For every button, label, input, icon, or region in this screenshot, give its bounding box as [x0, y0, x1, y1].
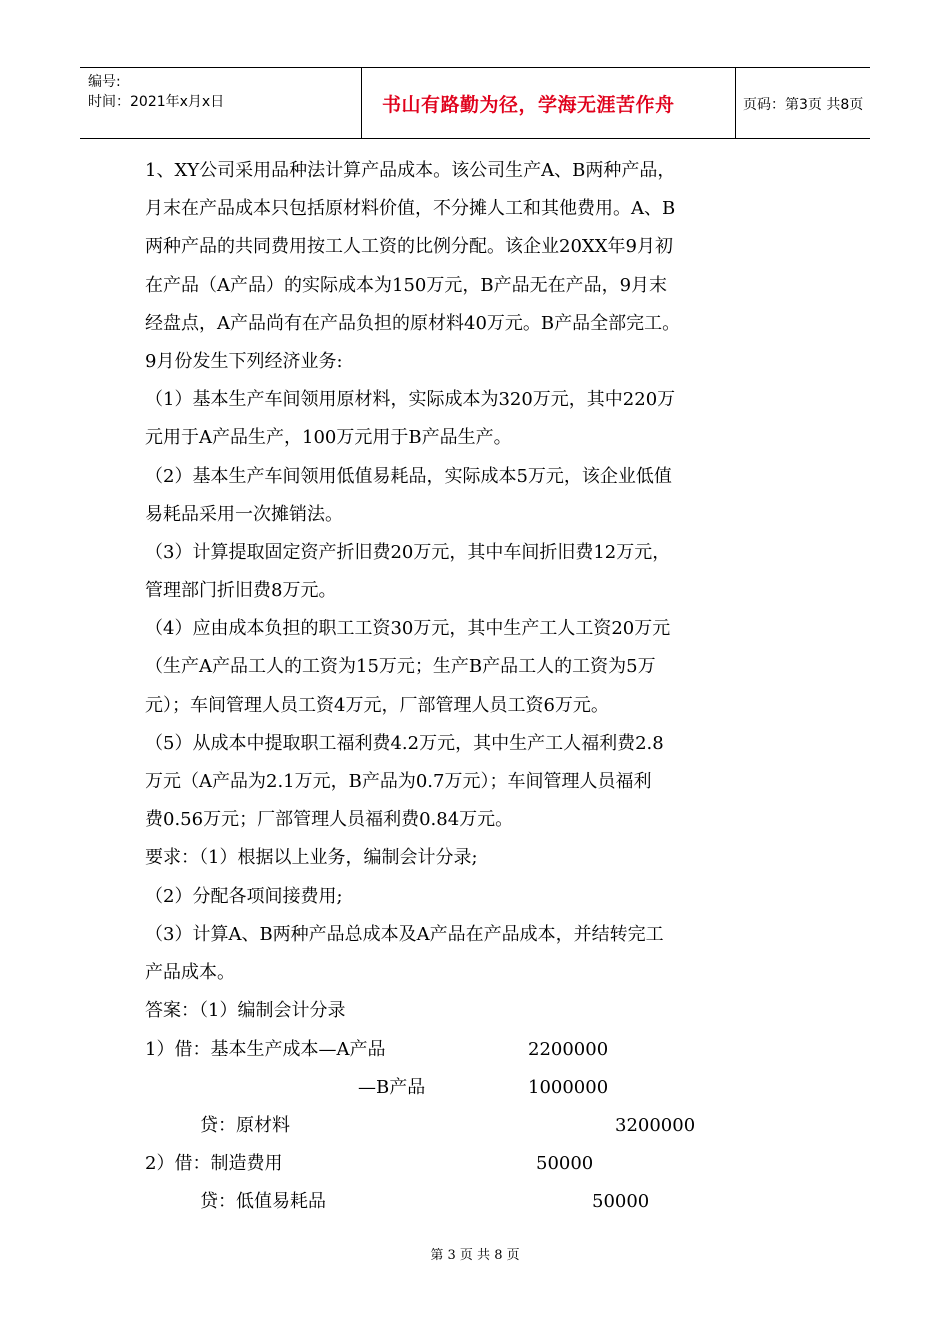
document-body	[145, 152, 805, 1030]
text-line: （4）应由成本负担的职工工资30万元，其中生产工人工资20万元	[145, 618, 671, 640]
entry-amount: 1000000	[528, 1077, 609, 1098]
entry-amount: 50000	[536, 1153, 594, 1174]
date-label: 时间：2021年x月x日	[88, 94, 225, 110]
entry-amount: 3200000	[615, 1115, 696, 1136]
text-line: 管理部门折旧费8万元。	[145, 580, 337, 602]
text-line: （2）分配各项间接费用;	[145, 885, 343, 907]
header-meta	[88, 72, 224, 112]
text-line: 元用于A产品生产，100万元用于B产品生产。	[145, 427, 512, 449]
text-line: （5）从成本中提取职工福利费4.2万元，其中生产工人福利费2.8	[145, 732, 664, 754]
text-line: 元）；车间管理人员工资4万元，厂部管理人员工资6万元。	[145, 694, 609, 716]
entry-amount: 50000	[592, 1191, 650, 1212]
text-line: 经盘点，A产品尚有在产品负担的原材料40万元。B产品全部完工。	[145, 312, 681, 334]
entry-debit-label: —B产品	[358, 1077, 426, 1098]
text-line: 1、XY公司采用品种法计算产品成本。该公司生产A、B两种产品，	[145, 160, 676, 181]
text-line: （3）计算A、B两种产品总成本及A产品在产品成本，并结转完工	[145, 923, 664, 945]
entry-credit-label: 贷：低值易耗品	[200, 1191, 326, 1212]
text-line: 易耗品采用一次摊销法。	[145, 503, 343, 525]
text-line: 万元（A产品为2.1万元，B产品为0.7万元）；车间管理人员福利	[145, 771, 652, 792]
text-line: 在产品（A产品）的实际成本为150万元，B产品无在产品，9月末	[145, 274, 668, 296]
number-label: 编号:	[88, 74, 121, 90]
page-indicator: 页码：第3页 共8页	[743, 97, 864, 113]
text-line: 9月份发生下列经济业务:	[145, 350, 343, 372]
entry-debit-label: 1）借：基本生产成本—A产品	[145, 1039, 386, 1060]
document-header	[80, 67, 870, 139]
entry-amount: 2200000	[528, 1039, 609, 1060]
header-divider	[735, 68, 736, 138]
text-line: （1）基本生产车间领用原材料，实际成本为320万元，其中220万	[145, 389, 676, 411]
text-line: 费0.56万元；厂部管理人员福利费0.84万元。	[145, 809, 514, 831]
text-line: （生产A产品工人的工资为15万元；生产B产品工人的工资为5万	[145, 656, 656, 678]
header-motto: 书山有路勤为径，学海无涯苦作舟	[382, 94, 675, 116]
page-footer: 第 3 页 共 8 页	[430, 1248, 520, 1263]
text-line: 答案：（1）编制会计分录	[145, 1000, 346, 1022]
entry-debit-label: 2）借：制造费用	[145, 1153, 283, 1174]
entry-credit-label: 贷：原材料	[200, 1115, 290, 1136]
text-line: 产品成本。	[145, 961, 235, 983]
text-line: 要求：（1）根据以上业务，编制会计分录;	[145, 847, 478, 869]
text-line: 月末在产品成本只包括原材料价值，不分摊人工和其他费用。A、B	[145, 198, 676, 220]
header-divider	[361, 68, 362, 138]
text-line: （2）基本生产车间领用低值易耗品，实际成本5万元，该企业低值	[145, 465, 672, 487]
text-line: 两种产品的共同费用按工人工资的比例分配。该企业20XX年9月初	[145, 236, 673, 258]
text-line: （3）计算提取固定资产折旧费20万元，其中车间折旧费12万元，	[145, 541, 671, 563]
